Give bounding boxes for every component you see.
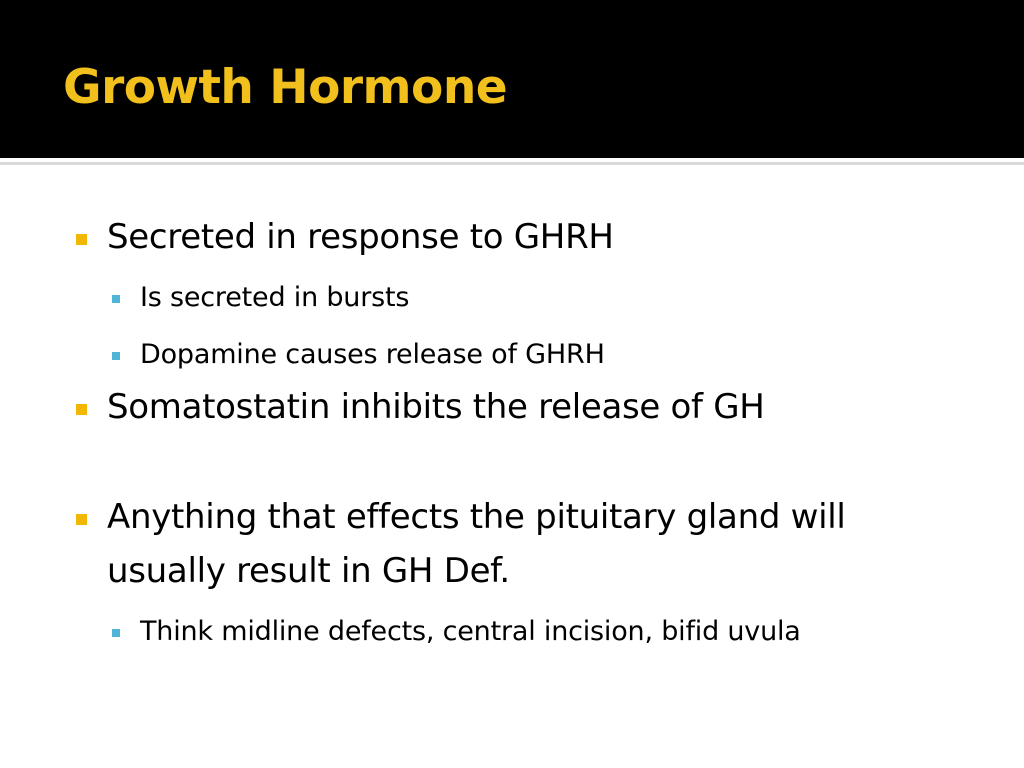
bullet-text-line-2: usually result in GH Def. xyxy=(107,551,510,591)
square-bullet-icon xyxy=(112,352,120,360)
bullet-text: Somatostatin inhibits the release of GH xyxy=(107,387,765,427)
sub-bullet-text: Is secreted in bursts xyxy=(140,282,410,313)
bullet-item xyxy=(76,210,614,264)
sub-bullet-item xyxy=(112,277,409,319)
bullet-item xyxy=(76,490,846,598)
square-bullet-icon xyxy=(112,629,120,637)
square-bullet-icon xyxy=(76,404,87,415)
sub-bullet-text: Think midline defects, central incision, bifid uvula xyxy=(140,616,801,647)
square-bullet-icon xyxy=(112,295,120,303)
bullet-item xyxy=(76,380,765,434)
sub-bullet-item xyxy=(112,334,605,376)
slide-title: Growth Hormone xyxy=(63,60,508,115)
square-bullet-icon xyxy=(76,514,87,525)
bullet-text-line-1: Anything that effects the pituitary gland will xyxy=(107,497,846,537)
sub-bullet-item xyxy=(112,611,801,653)
bullet-text: Secreted in response to GHRH xyxy=(107,217,614,257)
square-bullet-icon xyxy=(76,234,87,245)
sub-bullet-text: Dopamine causes release of GHRH xyxy=(140,339,605,370)
